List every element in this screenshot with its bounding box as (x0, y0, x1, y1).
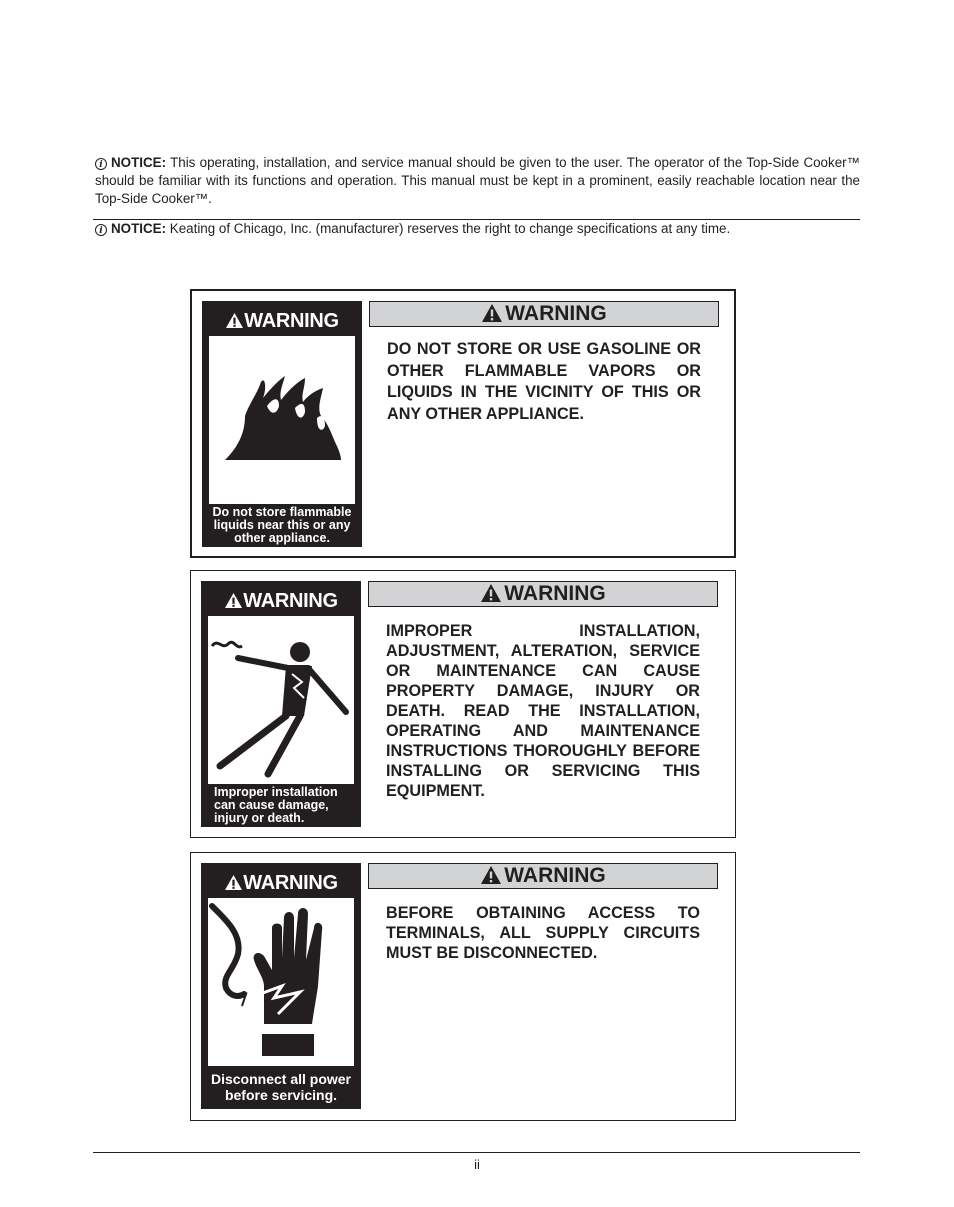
label-heading: WARNING (206, 586, 356, 616)
warning-panel-disconnect (190, 852, 736, 1121)
warning-bar: WARNING (368, 863, 718, 889)
warning-body: IMPROPER INSTALLATION, ADJUSTMENT, ALTERATION, SERVICE OR MAINTENANCE CAN CAUSE PROPERTY DAMAGE, INJURY OR DEATH. READ THE INSTALLATION, OPERATING AND MAINTENANCE INSTRUCTIONS THOROUGHLY BEFORE INSTALLING OR SERVICING THIS EQUIPMENT. (386, 622, 700, 800)
alert-triangle-icon (224, 592, 243, 609)
notice-label: NOTICE: (111, 155, 167, 170)
label-caption: Disconnect all power before servicing. (210, 1071, 352, 1103)
label-heading: WARNING (207, 306, 357, 336)
alert-triangle-icon (480, 583, 502, 603)
alert-triangle-icon (481, 303, 503, 323)
warning-label-card (201, 863, 361, 1109)
alert-triangle-icon (225, 312, 244, 329)
alert-triangle-icon (480, 865, 502, 885)
info-icon: i (95, 158, 107, 170)
footer-divider (93, 1152, 860, 1153)
shocked-hand-icon (208, 898, 354, 1066)
warning-body: BEFORE OBTAINING ACCESS TO TERMINALS, ALL SUPPLY CIRCUITS MUST BE DISCONNECTED. (386, 904, 700, 962)
flame-icon (209, 336, 355, 504)
notice-text: This operating, installation, and service manual should be given to the user. The operator of the Top-Side Cooker™ should be familiar with its functions and operation. This manual must be kept in a prominent, easily reachable location near the Top-Side Cooker™. (95, 155, 860, 206)
label-heading: WARNING (206, 868, 356, 898)
electrocuted-person-icon (208, 616, 354, 784)
warning-body: DO NOT STORE OR USE GASOLINE OR OTHER FLAMMABLE VAPORS OR LIQUIDS IN THE VICINITY OF THIS OR ANY OTHER APPLIANCE. (387, 340, 701, 423)
label-caption: Do not store flammable liquids near this or any other appliance. (212, 505, 352, 545)
alert-triangle-icon (224, 874, 243, 891)
warning-panel-flammable (190, 289, 736, 558)
notice-label: NOTICE: (111, 221, 167, 236)
notice-specifications (95, 220, 860, 238)
warning-panel-installation (190, 570, 736, 838)
notice-user-manual (95, 154, 860, 208)
warning-label-card (202, 301, 362, 547)
warning-bar: WARNING (368, 581, 718, 607)
info-icon: i (95, 224, 107, 236)
page-number: ii (474, 1157, 480, 1172)
notice-text: Keating of Chicago, Inc. (manufacturer) reserves the right to change specifications at any time. (166, 221, 731, 236)
warning-label-card (201, 581, 361, 827)
label-caption: Improper installation can cause damage, injury or death. (214, 785, 338, 825)
warning-bar: WARNING (369, 301, 719, 327)
